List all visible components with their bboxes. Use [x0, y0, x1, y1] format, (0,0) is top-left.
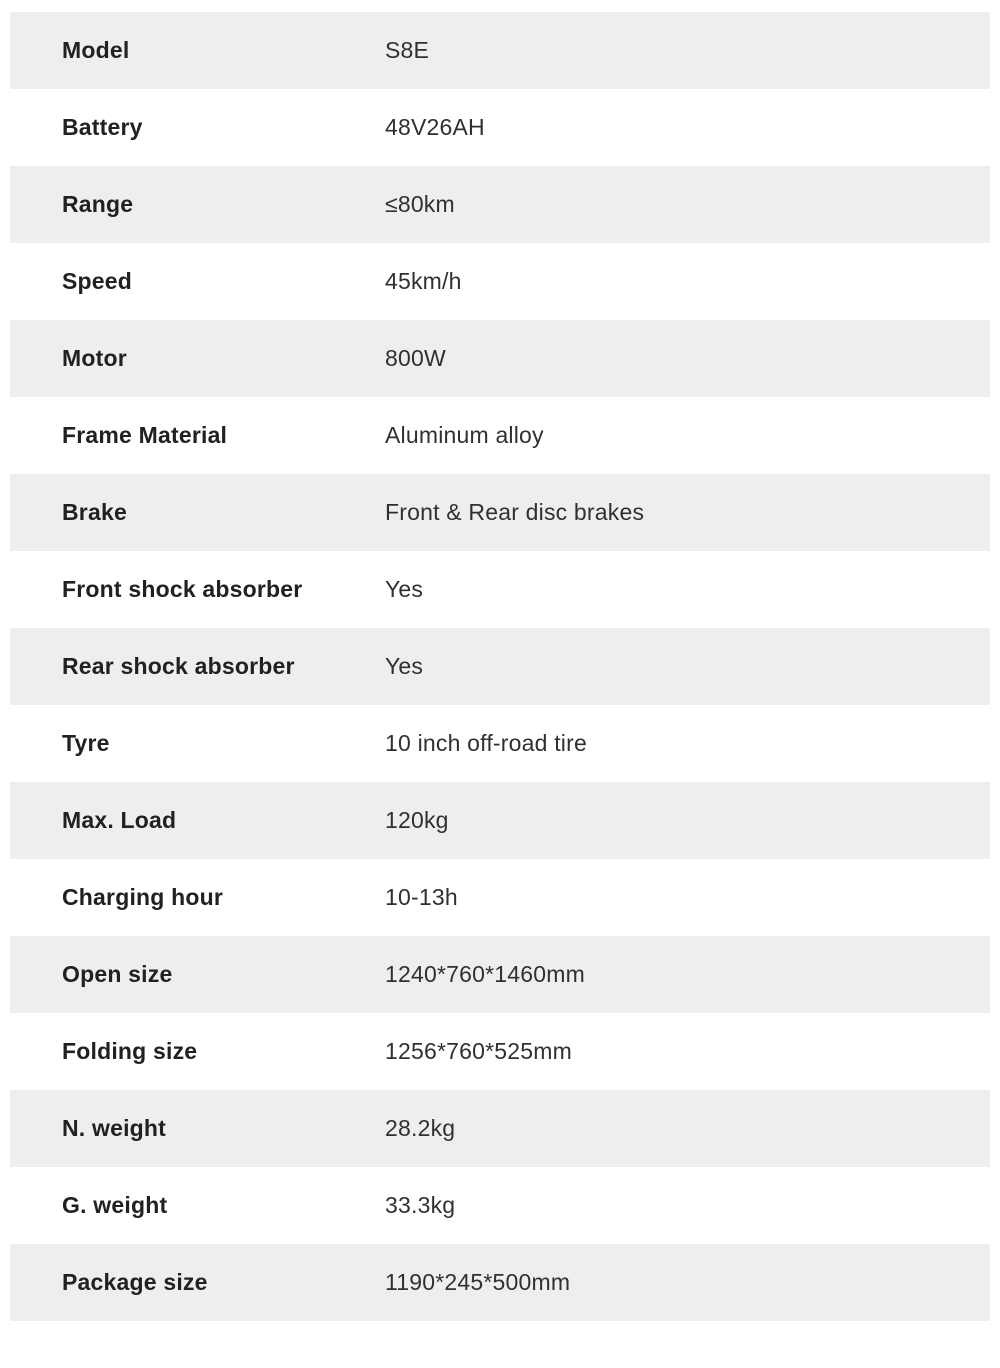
spec-row-max-load	[10, 782, 990, 859]
spec-value: 10-13h	[385, 884, 458, 910]
spec-row-charging-hour	[10, 859, 990, 936]
spec-value: 10 inch off-road tire	[385, 730, 587, 756]
spec-label: Motor	[62, 345, 127, 371]
spec-row-speed	[10, 243, 990, 320]
spec-label: Battery	[62, 114, 143, 140]
spec-row-brake	[10, 474, 990, 551]
spec-value: 800W	[385, 345, 446, 371]
spec-label: Model	[62, 37, 130, 63]
spec-value: 28.2kg	[385, 1115, 456, 1141]
spec-value: Front & Rear disc brakes	[385, 499, 645, 525]
spec-label: Speed	[62, 268, 133, 294]
spec-label: Package size	[62, 1269, 208, 1295]
spec-label: N. weight	[62, 1115, 167, 1141]
spec-value: Aluminum alloy	[385, 422, 544, 448]
spec-value: 120kg	[385, 807, 449, 833]
spec-label: Open size	[62, 961, 173, 987]
spec-value: S8E	[385, 37, 430, 63]
spec-value: 48V26AH	[385, 114, 485, 140]
spec-row-range	[10, 166, 990, 243]
spec-label: Range	[62, 191, 134, 217]
spec-row-package-size	[10, 1244, 990, 1321]
spec-label: Folding size	[62, 1038, 198, 1064]
spec-value: 1190*245*500mm	[385, 1269, 571, 1295]
spec-row-frame-material	[10, 397, 990, 474]
spec-row-folding-size	[10, 1013, 990, 1090]
spec-value: 1256*760*525mm	[385, 1038, 572, 1064]
spec-label: Brake	[62, 499, 127, 525]
spec-label: Frame Material	[62, 422, 228, 448]
spec-label: Charging hour	[62, 884, 224, 910]
spec-value: Yes	[385, 576, 424, 602]
spec-value: ≤80km	[385, 191, 455, 217]
spec-row-tyre	[10, 705, 990, 782]
spec-label: Rear shock absorber	[62, 653, 295, 679]
spec-row-open-size	[10, 936, 990, 1013]
spec-value: 1240*760*1460mm	[385, 961, 585, 987]
spec-label: Front shock absorber	[62, 576, 303, 602]
spec-row-rear-shock-absorber	[10, 628, 990, 705]
spec-value: 45km/h	[385, 268, 462, 294]
spec-row-motor	[10, 320, 990, 397]
spec-value: 33.3kg	[385, 1192, 456, 1218]
spec-row-g-weight	[10, 1167, 990, 1244]
spec-row-n-weight	[10, 1090, 990, 1167]
spec-row-front-shock-absorber	[10, 551, 990, 628]
spec-label: G. weight	[62, 1192, 168, 1218]
spec-value: Yes	[385, 653, 424, 679]
spec-label: Max. Load	[62, 807, 177, 833]
spec-row-battery	[10, 89, 990, 166]
spec-row-model	[10, 12, 990, 89]
spec-label: Tyre	[62, 730, 110, 756]
